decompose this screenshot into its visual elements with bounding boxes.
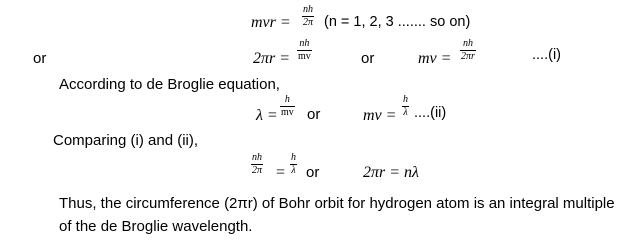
eq4b-denominator: λ	[403, 107, 408, 118]
or-mid-label: or	[361, 50, 375, 67]
or-eq6-label: or	[306, 164, 320, 181]
eq4b-numerator: h	[403, 94, 408, 105]
eq6-fraction-right	[290, 153, 297, 176]
eq4-fraction	[280, 95, 295, 118]
eq6b-numerator: h	[291, 152, 296, 163]
eq1-numerator: nh	[303, 4, 313, 15]
or-eq4-label: or	[307, 106, 321, 123]
eq6-numerator: nh	[252, 152, 262, 163]
eq2-lhs: 2πr =	[253, 50, 291, 67]
eq-tag-ii: ....(ii)	[414, 105, 447, 121]
eq2b-numerator: nh	[462, 38, 473, 49]
eq6-equals: =	[275, 164, 286, 181]
eq2-denominator: mv	[298, 51, 311, 62]
eq6b-denominator: λ	[291, 165, 296, 176]
eq4-numerator: h	[284, 94, 290, 105]
eq1-lhs: mvr =	[251, 14, 291, 31]
or-left-label: or	[33, 50, 47, 67]
eq2b-lhs: mv =	[418, 50, 452, 67]
eq2-numerator: nh	[299, 38, 310, 49]
debroglie-intro: According to de Broglie equation,	[59, 76, 280, 93]
eq4-lhs: λ =	[256, 107, 278, 124]
eq1-denominator: 2π	[303, 17, 314, 28]
eq-tag-i: ....(i)	[532, 47, 561, 63]
eq2b-denominator: 2πr	[461, 51, 475, 62]
eq4b-fraction	[402, 95, 409, 118]
eq1-condition: (n = 1, 2, 3 ....... so on)	[324, 14, 471, 30]
eq6-denominator: 2π	[252, 165, 263, 176]
eq6-fraction-left	[251, 153, 263, 176]
comparing-text: Comparing (i) and (ii),	[53, 132, 199, 149]
eq4b-lhs: mv =	[363, 107, 397, 124]
eq4-denominator: mv	[281, 107, 294, 118]
conclusion-paragraph: Thus, the circumference (2πr) of Bohr orbit for hydrogen atom is an integral multiple of the de Broglie wavelength.	[59, 195, 615, 235]
eq2b-fraction	[460, 39, 476, 62]
eq6-rhs: 2πr = nλ	[363, 164, 419, 181]
eq2-fraction	[297, 39, 312, 62]
eq1-fraction	[302, 5, 314, 28]
